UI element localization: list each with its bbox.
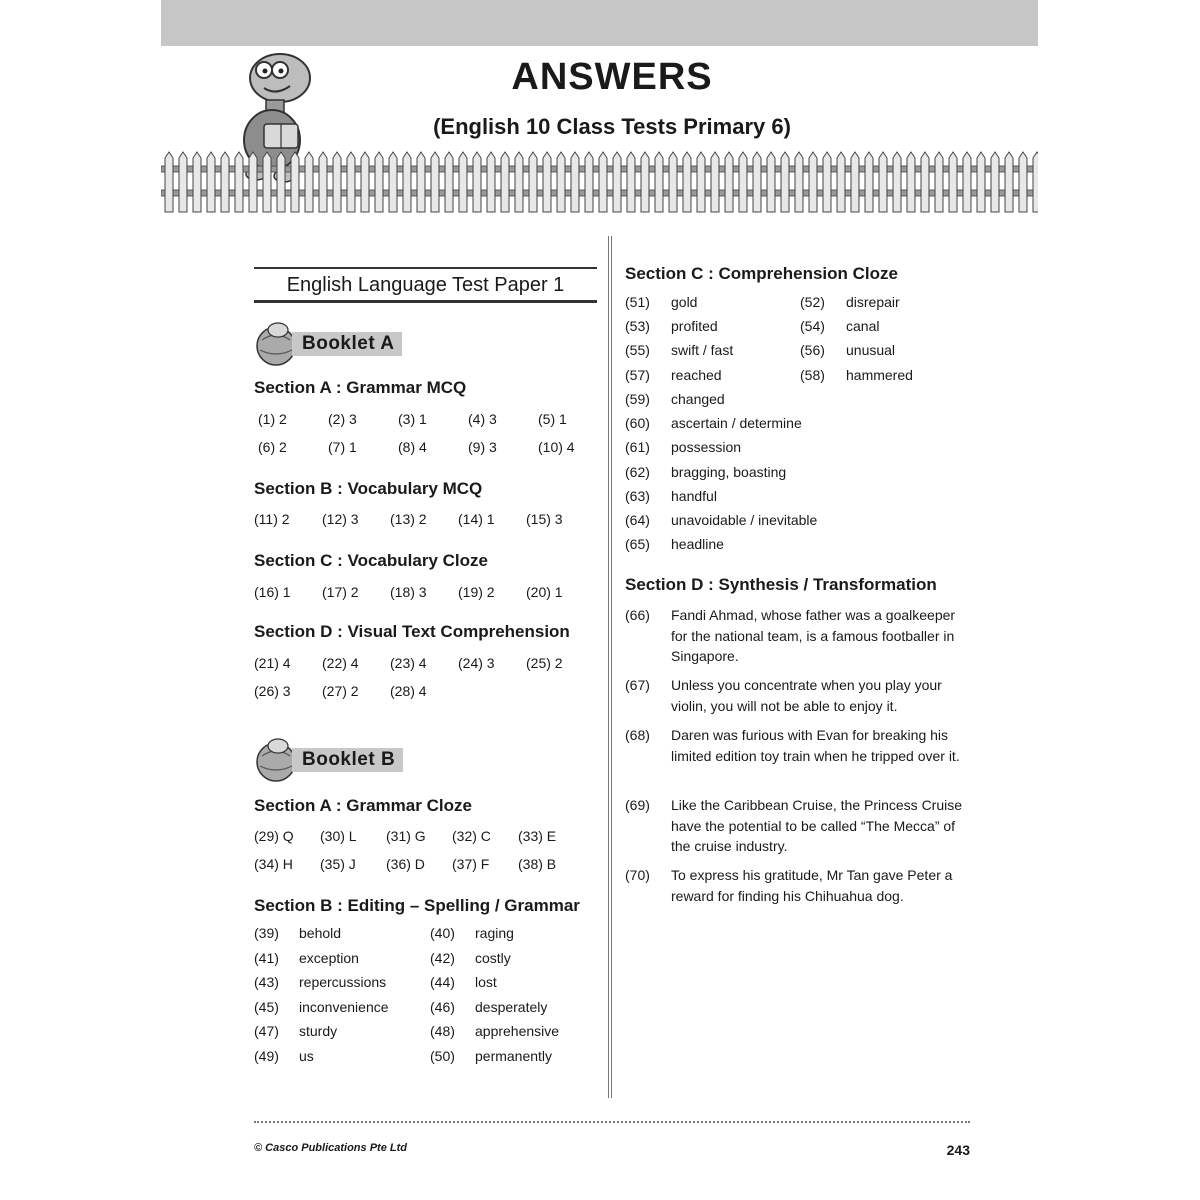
answer-item: (4) 3: [468, 411, 497, 427]
list-item: [254, 948, 426, 968]
item-answer: unavoidable / inevitable: [671, 512, 818, 528]
item-answer: disrepair: [846, 294, 900, 310]
section-heading: Section B : Vocabulary MCQ: [254, 479, 483, 498]
page-title: ANSWERS: [511, 56, 713, 98]
item-answer: permanently: [475, 1047, 553, 1064]
booklet-b-header: [254, 736, 424, 784]
synthesis-answer: [625, 605, 975, 667]
item-number: (54): [800, 318, 825, 335]
item-number: (60): [625, 415, 650, 432]
answer-item: (10) 4: [538, 439, 575, 455]
list-item: [800, 340, 971, 360]
list-item: [254, 923, 426, 943]
answer-item: (25) 2: [526, 655, 563, 671]
item-number: (56): [800, 342, 825, 359]
list-item: [625, 510, 965, 530]
item-number: (50): [430, 1047, 455, 1064]
answer-item: (9) 3: [468, 439, 497, 455]
synthesis-answer: [625, 675, 975, 716]
item-number: (62): [625, 463, 650, 480]
item-number: (40): [430, 925, 455, 941]
answer-item: (15) 3: [526, 511, 563, 527]
list-item: [430, 972, 602, 992]
item-number: (51): [625, 294, 650, 310]
item-number: (70): [625, 867, 650, 883]
answer-item: (31) G: [386, 828, 426, 844]
header-bar: [161, 0, 1038, 46]
section-heading: Section C : Comprehension Cloze: [625, 264, 898, 283]
test-paper-title: English Language Test Paper 1: [254, 267, 597, 303]
item-number: (55): [625, 342, 650, 359]
item-number: (67): [625, 677, 650, 693]
item-number: (45): [254, 998, 279, 1015]
list-item: [625, 389, 965, 409]
list-item: [430, 1046, 602, 1066]
item-answer-text: Fandi Ahmad, whose father was a goalkeeper for the national team, is a famous footballer in Singapore.: [671, 607, 956, 664]
list-item: [430, 1021, 602, 1041]
section-heading: Section D : Visual Text Comprehension: [254, 622, 570, 641]
item-answer: unusual: [846, 342, 896, 359]
item-answer: inconvenience: [299, 998, 389, 1015]
item-answer: lost: [475, 974, 497, 990]
answer-item: (13) 2: [390, 511, 427, 527]
synthesis-answer: [625, 725, 975, 766]
list-item: [430, 997, 602, 1017]
page-number: 243: [946, 1142, 970, 1158]
answer-item: (36) D: [386, 856, 425, 872]
answer-item: (32) C: [452, 828, 491, 844]
item-number: (46): [430, 998, 455, 1015]
answer-item: (5) 1: [538, 411, 567, 427]
item-number: (49): [254, 1047, 279, 1064]
item-answer: canal: [846, 318, 880, 335]
answer-item: (34) H: [254, 856, 293, 872]
item-number: (48): [430, 1023, 455, 1039]
item-number: (53): [625, 318, 650, 335]
item-answer: headline: [671, 536, 724, 553]
item-answer: desperately: [475, 998, 548, 1015]
item-number: (52): [800, 294, 825, 310]
item-number: (39): [254, 925, 279, 941]
item-answer: ascertain / determine: [671, 415, 802, 432]
list-item: [254, 1021, 426, 1041]
list-item: [625, 292, 796, 312]
list-item: [430, 923, 602, 943]
list-item: [625, 413, 965, 433]
copyright-text: © Casco Publications Pte Ltd: [254, 1142, 407, 1154]
list-item: [254, 972, 426, 992]
list-item: [625, 534, 965, 554]
answer-item: (22) 4: [322, 655, 359, 671]
item-number: (58): [800, 366, 825, 383]
section-heading: Section D : Synthesis / Transformation: [625, 575, 937, 594]
list-item: [800, 316, 971, 336]
answer-item: (24) 3: [458, 655, 495, 671]
item-number: (69): [625, 797, 650, 813]
list-item: [625, 316, 796, 336]
footer-divider: [254, 1121, 970, 1123]
item-answer: possession: [671, 439, 742, 456]
section-heading: Section A : Grammar Cloze: [254, 796, 472, 815]
item-answer: sturdy: [299, 1023, 338, 1039]
list-item: [625, 340, 796, 360]
answer-item: (7) 1: [328, 439, 357, 455]
item-answer: handful: [671, 487, 717, 504]
item-number: (43): [254, 974, 279, 990]
answer-item: (30) L: [320, 828, 357, 844]
answer-item: (8) 4: [398, 439, 427, 455]
item-number: (57): [625, 366, 650, 383]
list-item: [800, 365, 971, 385]
answer-item: (37) F: [452, 856, 490, 872]
booklet-a-label: Booklet A: [292, 332, 402, 356]
synthesis-answer: [625, 795, 975, 857]
answer-item: (1) 2: [258, 411, 287, 427]
answer-item: (20) 1: [526, 584, 563, 600]
item-number: (47): [254, 1023, 279, 1039]
item-number: (63): [625, 487, 650, 504]
booklet-a-header: [254, 320, 424, 368]
answer-item: (21) 4: [254, 655, 291, 671]
item-answer: us: [299, 1047, 314, 1064]
list-item: [430, 948, 602, 968]
item-number: (61): [625, 439, 650, 456]
item-answer: hammered: [846, 366, 913, 383]
answer-item: (11) 2: [254, 511, 290, 527]
column-divider: [608, 236, 612, 1098]
item-answer: behold: [299, 925, 342, 941]
list-item: [254, 997, 426, 1017]
item-number: (68): [625, 727, 650, 743]
item-answer: raging: [475, 925, 514, 941]
list-item: [625, 437, 965, 457]
booklet-b-label: Booklet B: [292, 748, 403, 772]
section-heading: Section A : Grammar MCQ: [254, 378, 467, 397]
answer-item: (29) Q: [254, 828, 294, 844]
item-number: (64): [625, 512, 650, 528]
item-number: (59): [625, 391, 650, 407]
answer-item: (35) J: [320, 856, 356, 872]
item-answer: swift / fast: [671, 342, 734, 359]
section-heading: Section B : Editing – Spelling / Grammar: [254, 896, 580, 915]
item-answer-text: Unless you concentrate when you play your violin, you will not be able to enjoy it.: [671, 677, 942, 714]
item-answer-text: Like the Caribbean Cruise, the Princess Cruise have the potential to be called “The Mecca” of the cruise industry.: [671, 797, 963, 854]
item-answer: repercussions: [299, 974, 387, 990]
page-subtitle: (English 10 Class Tests Primary 6): [433, 114, 791, 139]
answer-item: (23) 4: [390, 655, 427, 671]
list-item: [800, 292, 971, 312]
answer-item: (18) 3: [390, 584, 427, 600]
section-heading: Section C : Vocabulary Cloze: [254, 551, 488, 570]
item-number: (41): [254, 949, 279, 966]
answer-item: (17) 2: [322, 584, 359, 600]
list-item: [625, 365, 796, 385]
item-number: (66): [625, 607, 650, 623]
answer-item: (27) 2: [322, 683, 359, 699]
item-answer-text: To express his gratitude, Mr Tan gave Peter a reward for finding his Chihuahua dog.: [671, 867, 953, 904]
fence-decoration: [161, 150, 1038, 216]
answer-item: (2) 3: [328, 411, 357, 427]
item-answer: apprehensive: [475, 1023, 560, 1039]
item-answer: exception: [299, 949, 359, 966]
item-answer: costly: [475, 949, 511, 966]
item-answer: bragging, boasting: [671, 463, 787, 480]
item-answer-text: Daren was furious with Evan for breaking his limited edition toy train when he tripped over it.: [671, 727, 960, 764]
answer-item: (12) 3: [322, 511, 359, 527]
list-item: [625, 462, 965, 482]
answer-item: (6) 2: [258, 439, 287, 455]
list-item: [625, 486, 965, 506]
synthesis-answer: [625, 865, 975, 906]
item-answer: profited: [671, 318, 718, 335]
item-number: (65): [625, 536, 650, 553]
answer-item: (38) B: [518, 856, 557, 872]
answer-item: (33) E: [518, 828, 557, 844]
item-answer: gold: [671, 294, 698, 310]
list-item: [254, 1046, 426, 1066]
item-number: (44): [430, 974, 455, 990]
item-answer: reached: [671, 366, 722, 383]
answer-item: (26) 3: [254, 683, 291, 699]
item-answer: changed: [671, 391, 725, 407]
answer-item: (16) 1: [254, 584, 291, 600]
answer-item: (3) 1: [398, 411, 427, 427]
answer-item: (19) 2: [458, 584, 495, 600]
answer-item: (14) 1: [458, 511, 495, 527]
answer-item: (28) 4: [390, 683, 427, 699]
item-number: (42): [430, 949, 455, 966]
